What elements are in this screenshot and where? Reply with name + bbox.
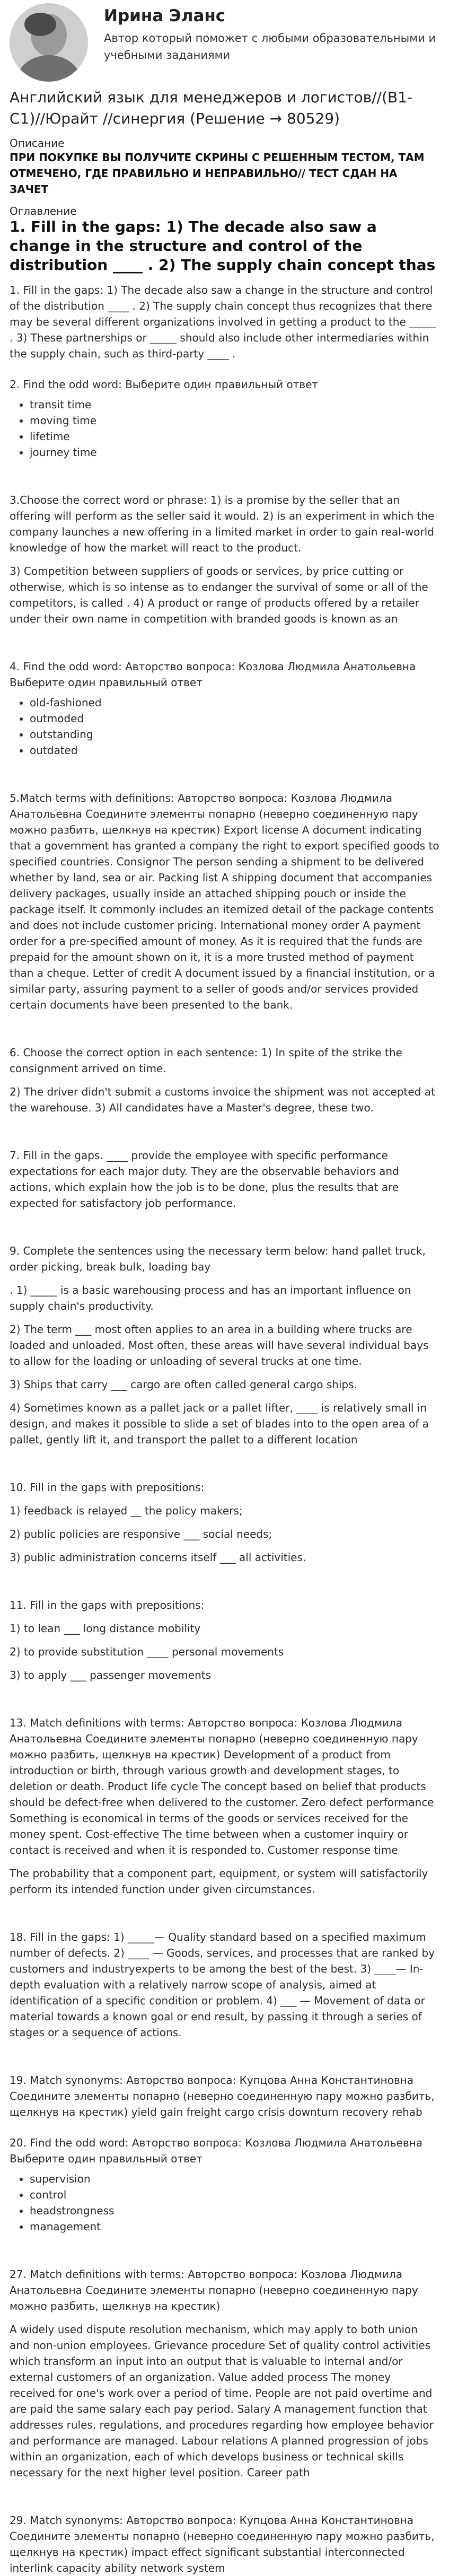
question-11-part-3: 3) to apply ___ passenger movements xyxy=(10,1669,212,1681)
list-item: • outdated xyxy=(30,742,439,758)
question-9-part-3: 3) Ships that carry ___ cargo are often called general cargo ships. xyxy=(10,1378,358,1391)
author-description: Автор который поможет с любыми образовательными и учебными заданиями xyxy=(104,32,436,62)
list-item: • outmoded xyxy=(30,711,439,726)
question-13: 13. Match definitions with terms: Авторство вопроса: Козлова Людмила Анатольевна Соедините элементы попарно (неверно соединенную пару можно разбить, щелкнув на крестик) Development of a product from introduction or birth, through various growth and development stages, to deletion or death. Product life cycle The concept based on belief that products should be defect-free when delivered to the customer. Zero defect performance Something is economical in terms of the goods or services received for the money spent. Cost-effective The time between when a customer inquiry or contact is received and when it is responded to. Customer response time xyxy=(10,1716,434,1856)
list-item: • transit time xyxy=(30,397,439,413)
question-1: 1. Fill in the gaps: 1) The decade also saw a change in the structure and control of the distribution ____ . 2) The supply chain concept thus recognizes that there may be several different organizations involved in getting a product to the _____ . 3) These partnerships or _____ should also include other intermediaries within the supply chain, such as third-party ____ . xyxy=(10,284,436,360)
question-9-part-2: 2) The term ___ most often applies to an area in a building where trucks are loaded and unloaded. Most often, these areas will have several individual bays to allow for the loading or unloading of several trucks at one time. xyxy=(10,1323,429,1368)
document-title: Английский язык для менеджеров и логистов//(B1-C1)//Юрайт //синергия (Решение → 80529) xyxy=(10,89,413,127)
question-10-part-3: 3) public administration concerns itself ___ all activities. xyxy=(10,1551,306,1564)
question-27: 27. Match definitions with terms: Авторство вопроса: Козлова Людмила Анатольевна Соедините элементы попарно (неверно соединенную пару можно разбить, щелкнув на крестик) xyxy=(10,2268,418,2312)
list-item: • control xyxy=(30,2187,439,2203)
list-item: • outstanding xyxy=(30,726,439,742)
question-9-part-1: . 1) _____ is a basic warehousing process and has an important influence on supply chain's productivity. xyxy=(10,1284,411,1312)
question-4-options xyxy=(10,695,439,758)
question-27-part-2: A widely used dispute resolution mechanism, which may apply to both union and non-union employees. Grievance procedure Set of quality control activities which transform an input into an output that is valuable to internal and/or external customers of an organization. Value added process The money received for one's work over a period of time. People are not paid overtime and are paid the same salary each pay period. Salary A management function that addresses rules, regulations, and procedures regarding how employee behavior and performance are managed. Labour relations A planned progression of jobs within an organization, each of which develops business or technical skills necessary for the next higher level position. Career path xyxy=(10,2323,434,2479)
question-18: 18. Fill in the gaps: 1) _____— Quality standard based on a specified maximum number of defects. 2) ____ — Goods, services, and processes that are ranked by customers and industryexperts to be among the best of the best. 3) ____— In-depth evaluation with a relatively narrow scope of analysis, aimed at identification of a specific condition or problem. 4) ___ — Movement of data or material towards a known goal or end result, by passing it through a series of stages or a sequence of actions. xyxy=(10,1931,435,2039)
question-3-part-2: 3) Competition between suppliers of goods or services, by price cutting or otherwise, which is so intense as to endanger the survival of some or all of the competitors, is called . 4) A product or range of products offered by a retailer under their own name in competition with branded goods is known as an xyxy=(10,565,428,625)
question-29: 29. Match synonyms: Авторство вопроса: Купцова Анна Константиновна Соедините элементы попарно (неверно соединенную пару можно разбить, щелкнув на крестик) impact effect significant substantial interconnected interlink capacity ability network system xyxy=(10,2514,435,2574)
question-10-part-2: 2) public policies are responsive ___ social needs; xyxy=(10,1528,272,1540)
list-item: • lifetime xyxy=(30,428,439,444)
question-5: 5.Match terms with definitions: Авторство вопроса: Козлова Людмила Анатольевна Соедините элементы попарно (неверно соединенную пару можно разбить, щелкнув на крестик) Export license A document indicating that a government has granted a company the right to export specified goods to specified countries. Consignor The person sending a shipment to be delivered whether by land, sea or air. Packing list A shipping document that accompanies delivery packages, usually inside an attached shipping pouch or inside the package itself. It commonly includes an itemized detail of the package contents and does not include customer pricing. International money order A payment order for a pre-specified amount of money. As it is required that the funds are prepaid for the amount shown on it, it is a more trusted method of payment than a cheque. Letter of credit A document issued by a financial institution, or a similar party, assuring payment to a seller of goods and/or services provided certain documents have been presented to the bank. xyxy=(10,792,439,1011)
question-13-part-2: The probability that a component part, equipment, or system will satisfactorily perform its intended function under given circumstances. xyxy=(10,1867,428,1896)
toc-heading: 1. Fill in the gaps: 1) The decade also saw a change in the structure and control of the distribution ____ . 2) The supply chain concept thas xyxy=(10,218,436,274)
question-2-options xyxy=(10,397,439,460)
question-20-options xyxy=(10,2171,439,2235)
list-item: • journey time xyxy=(30,444,439,460)
question-2: 2. Find the odd word: Выберите один правильный ответ xyxy=(10,378,319,391)
question-20: 20. Find the odd word: Авторство вопроса: Козлова Людмила Анатольевна xyxy=(10,2136,422,2149)
question-6: 6. Choose the correct option in each sentence: 1) In spite of the strike the consignment arrived on time. xyxy=(10,1046,402,1075)
question-4-instruction: Выберите один правильный ответ xyxy=(10,676,203,689)
author-info xyxy=(104,3,439,64)
question-20-instruction: Выберите один правильный ответ xyxy=(10,2152,203,2165)
question-10: 10. Fill in the gaps with prepositions: xyxy=(10,1481,205,1494)
question-3: 3.Choose the correct word or phrase: 1) is a promise by the seller that an offering will perform as the seller said it would. 2) is an experiment in which the company launches a new offering in a limited market in order to gain real-world knowledge of how the market will react to the product. xyxy=(10,494,435,554)
question-7: 7. Fill in the gaps. ____ provide the employee with specific performance expectations for each major duty. They are the observable behaviors and actions, which explain how the job is to be done, plus the results that are expected for satisfactory job performance. xyxy=(10,1149,399,1210)
author-name[interactable]: Ирина Эланс xyxy=(104,6,226,25)
question-9-part-4: 4) Sometimes known as a pallet jack or a pallet lifter, ____ is relatively small in design, and makes it possible to slide a set of blades into to the open area of a pallet, gently lift it, and transport the pallet to a different location xyxy=(10,1401,429,1446)
question-11: 11. Fill in the gaps with prepositions: xyxy=(10,1599,205,1611)
question-4: 4. Find the odd word: Авторство вопроса: Козлова Людмила Анатольевна xyxy=(10,660,416,673)
question-11-part-2: 2) to provide substitution ____ personal movements xyxy=(10,1645,284,1658)
toc-label: Оглавление xyxy=(10,205,77,217)
question-6-part-2: 2) The driver didn't submit a customs invoice the shipment was not accepted at the warehouse. 3) All candidates have a Master's degree, these two. xyxy=(10,1085,435,1114)
list-item: • supervision xyxy=(30,2171,439,2187)
list-item: • management xyxy=(30,2219,439,2235)
author-block xyxy=(10,0,439,83)
list-item: • old-fashioned xyxy=(30,695,439,711)
list-item: • moving time xyxy=(30,413,439,428)
question-10-part-1: 1) feedback is relayed __ the policy makers; xyxy=(10,1504,243,1517)
avatar[interactable] xyxy=(10,3,88,82)
question-19: 19. Match synonyms: Авторство вопроса: Купцова Анна Константиновна Соедините элементы попарно (неверно соединенную пару можно разбить, щелкнув на крестик) yield gain freight cargo crisis downturn recovery rehab xyxy=(10,2074,435,2118)
question-9: 9. Complete the sentences using the necessary term below: hand pallet truck, order picking, break bulk, loading bay xyxy=(10,1245,426,1273)
list-item: • headstrongness xyxy=(30,2203,439,2219)
question-11-part-1: 1) to lean ___ long distance mobility xyxy=(10,1622,201,1635)
avatar-photo xyxy=(10,3,88,82)
description-text: ПРИ ПОКУПКЕ ВЫ ПОЛУЧИТЕ СКРИНЫ С РЕШЕННЫМ ТЕСТОМ, ТАМ ОТМЕЧЕНО, ГДЕ ПРАВИЛЬНО И НЕПРАВИЛЬНО// ТЕСТ СДАН НА ЗАЧЕТ xyxy=(10,151,425,196)
description-label: Описание xyxy=(10,137,65,150)
